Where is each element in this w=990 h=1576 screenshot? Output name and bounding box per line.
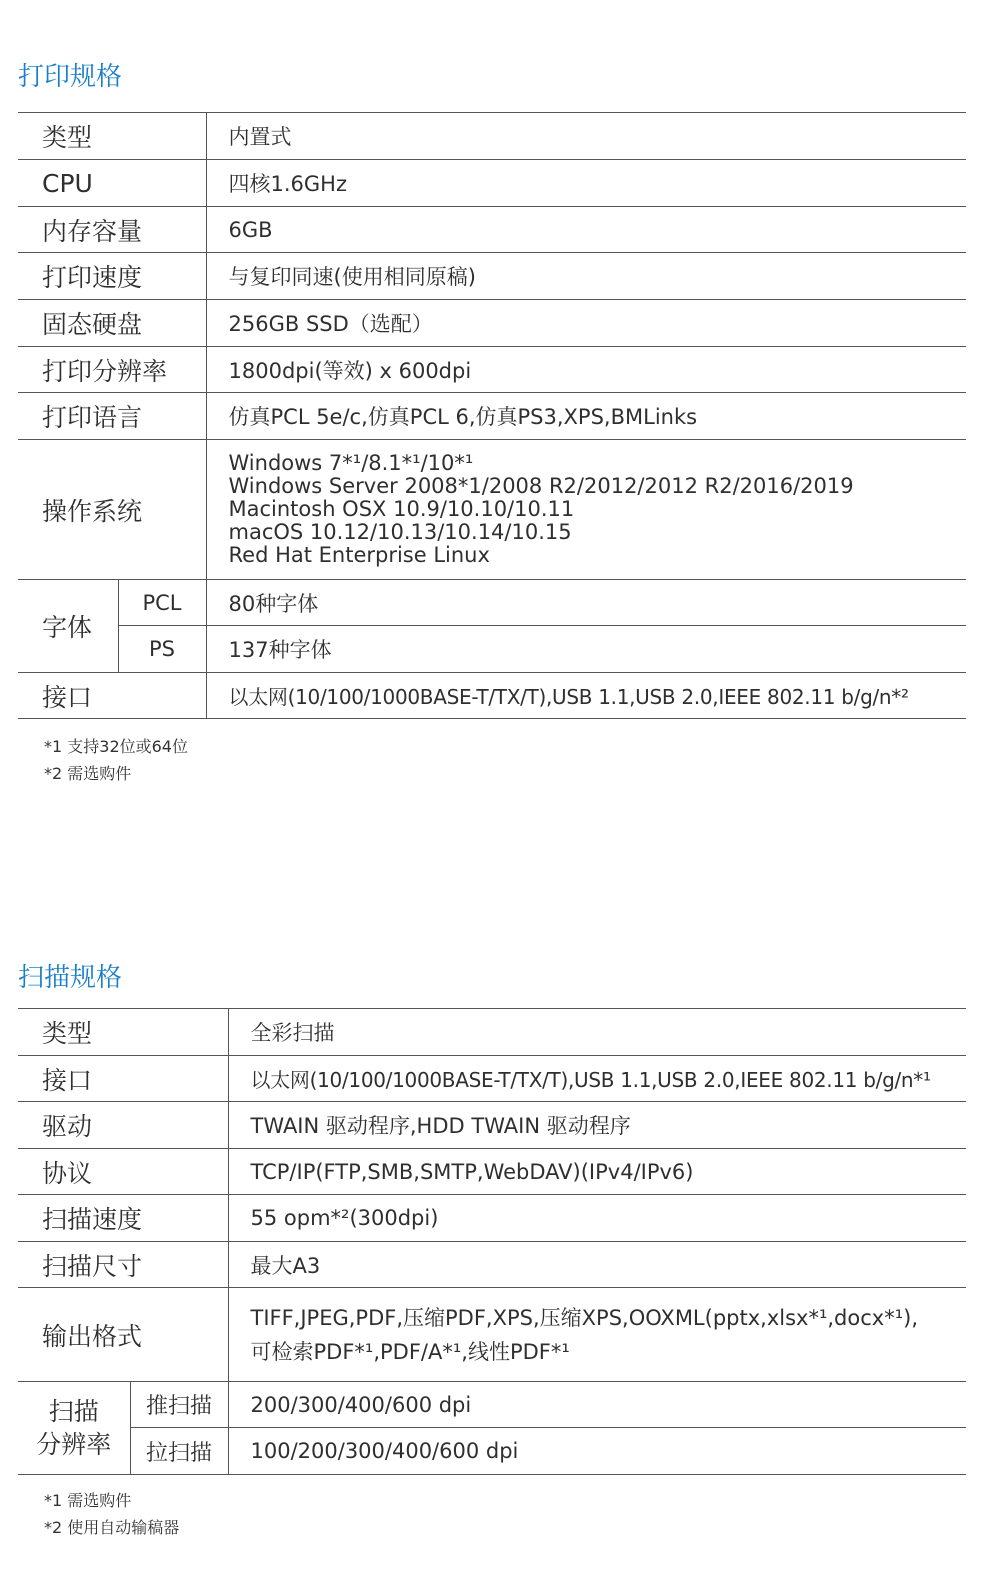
footnote: *2 使用自动输稿器 [44,1518,180,1537]
sub-label: PS [118,626,206,673]
sub-label: 推扫描 [130,1382,228,1428]
table-row [18,1288,966,1382]
table-row [18,1242,966,1288]
row-label-line: 分辨率 [36,1430,112,1459]
footnote: *1 需选购件 [44,1491,132,1510]
row-value: 以太网(10/100/1000BASE-T/TX/T),USB 1.1,USB 2.0,IEEE 802.11 b/g/n*¹ [228,1056,966,1102]
row-value: 内置式 [206,113,966,160]
row-label: 固态硬盘 [18,300,206,347]
table-row [18,113,966,160]
row-label: 打印分辨率 [18,347,206,393]
row-label: 内存容量 [18,207,206,253]
table-row [18,1009,966,1056]
table-row [18,626,966,673]
row-value: 与复印同速(使用相同原稿) [206,253,966,300]
table-row [18,393,966,440]
os-line: Red Hat Enterprise Linux [228,543,490,567]
row-label: 类型 [18,1009,228,1056]
row-label: CPU [18,160,206,207]
format-list [228,1288,966,1382]
row-value: 最大A3 [228,1242,966,1288]
row-value: 四核1.6GHz [206,160,966,207]
sub-label: 拉扫描 [130,1428,228,1475]
table-row [18,440,966,580]
table-row [18,1149,966,1195]
row-value: 6GB [206,207,966,253]
scan-spec-title: 扫描规格 [18,963,123,993]
row-label [18,1382,130,1475]
table-row [18,1102,966,1149]
row-value: 80种字体 [206,580,966,626]
row-label: 接口 [18,1056,228,1102]
footnote: *2 需选购件 [44,764,132,783]
row-label: 字体 [18,580,118,673]
format-line: 可检索PDF*¹,PDF/A*¹,线性PDF*¹ [250,1339,570,1364]
table-row [18,1382,966,1428]
row-label-line: 扫描 [48,1397,99,1426]
row-value: TCP/IP(FTP,SMB,SMTP,WebDAV)(IPv4/IPv6) [228,1149,966,1195]
row-value: 55 opm*²(300dpi) [228,1195,966,1242]
row-value: 256GB SSD（选配） [206,300,966,347]
table-row [18,1428,966,1475]
table-row [18,347,966,393]
print-spec-title: 打印规格 [18,62,123,92]
row-value: 1800dpi(等效) x 600dpi [206,347,966,393]
format-line: TIFF,JPEG,PDF,压缩PDF,XPS,压缩XPS,OOXML(pptx,xlsx*¹,docx*¹), [250,1305,918,1330]
os-line: Windows 7*¹/8.1*¹/10*¹ [228,451,474,475]
table-row [18,300,966,347]
row-label: 输出格式 [18,1288,228,1382]
footnote: *1 支持32位或64位 [44,737,188,756]
table-row [18,207,966,253]
row-value: 200/300/400/600 dpi [228,1382,966,1428]
table-row [18,1195,966,1242]
os-line: macOS 10.12/10.13/10.14/10.15 [228,520,572,544]
row-value: 以太网(10/100/1000BASE-T/TX/T),USB 1.1,USB 2.0,IEEE 802.11 b/g/n*² [206,673,966,719]
row-label: 打印速度 [18,253,206,300]
scan-spec-table [18,1008,966,1475]
row-label: 接口 [18,673,206,719]
row-label: 扫描速度 [18,1195,228,1242]
row-label: 扫描尺寸 [18,1242,228,1288]
table-row [18,580,966,626]
os-list [206,440,966,580]
row-label: 协议 [18,1149,228,1195]
row-value: TWAIN 驱动程序,HDD TWAIN 驱动程序 [228,1102,966,1149]
print-spec-table [18,112,966,719]
row-value: 100/200/300/400/600 dpi [228,1428,966,1475]
table-row [18,160,966,207]
row-label: 驱动 [18,1102,228,1149]
row-value: 全彩扫描 [228,1009,966,1056]
os-line: Macintosh OSX 10.9/10.10/10.11 [228,497,575,521]
row-value: 仿真PCL 5e/c,仿真PCL 6,仿真PS3,XPS,BMLinks [206,393,966,440]
row-value: 137种字体 [206,626,966,673]
print-footnotes [44,733,188,787]
sub-label: PCL [118,580,206,626]
table-row [18,673,966,719]
row-label: 操作系统 [18,440,206,580]
table-row [18,253,966,300]
row-label: 打印语言 [18,393,206,440]
os-line: Windows Server 2008*1/2008 R2/2012/2012 R2/2016/2019 [228,474,854,498]
table-row [18,1056,966,1102]
scan-footnotes [44,1487,179,1541]
row-label: 类型 [18,113,206,160]
